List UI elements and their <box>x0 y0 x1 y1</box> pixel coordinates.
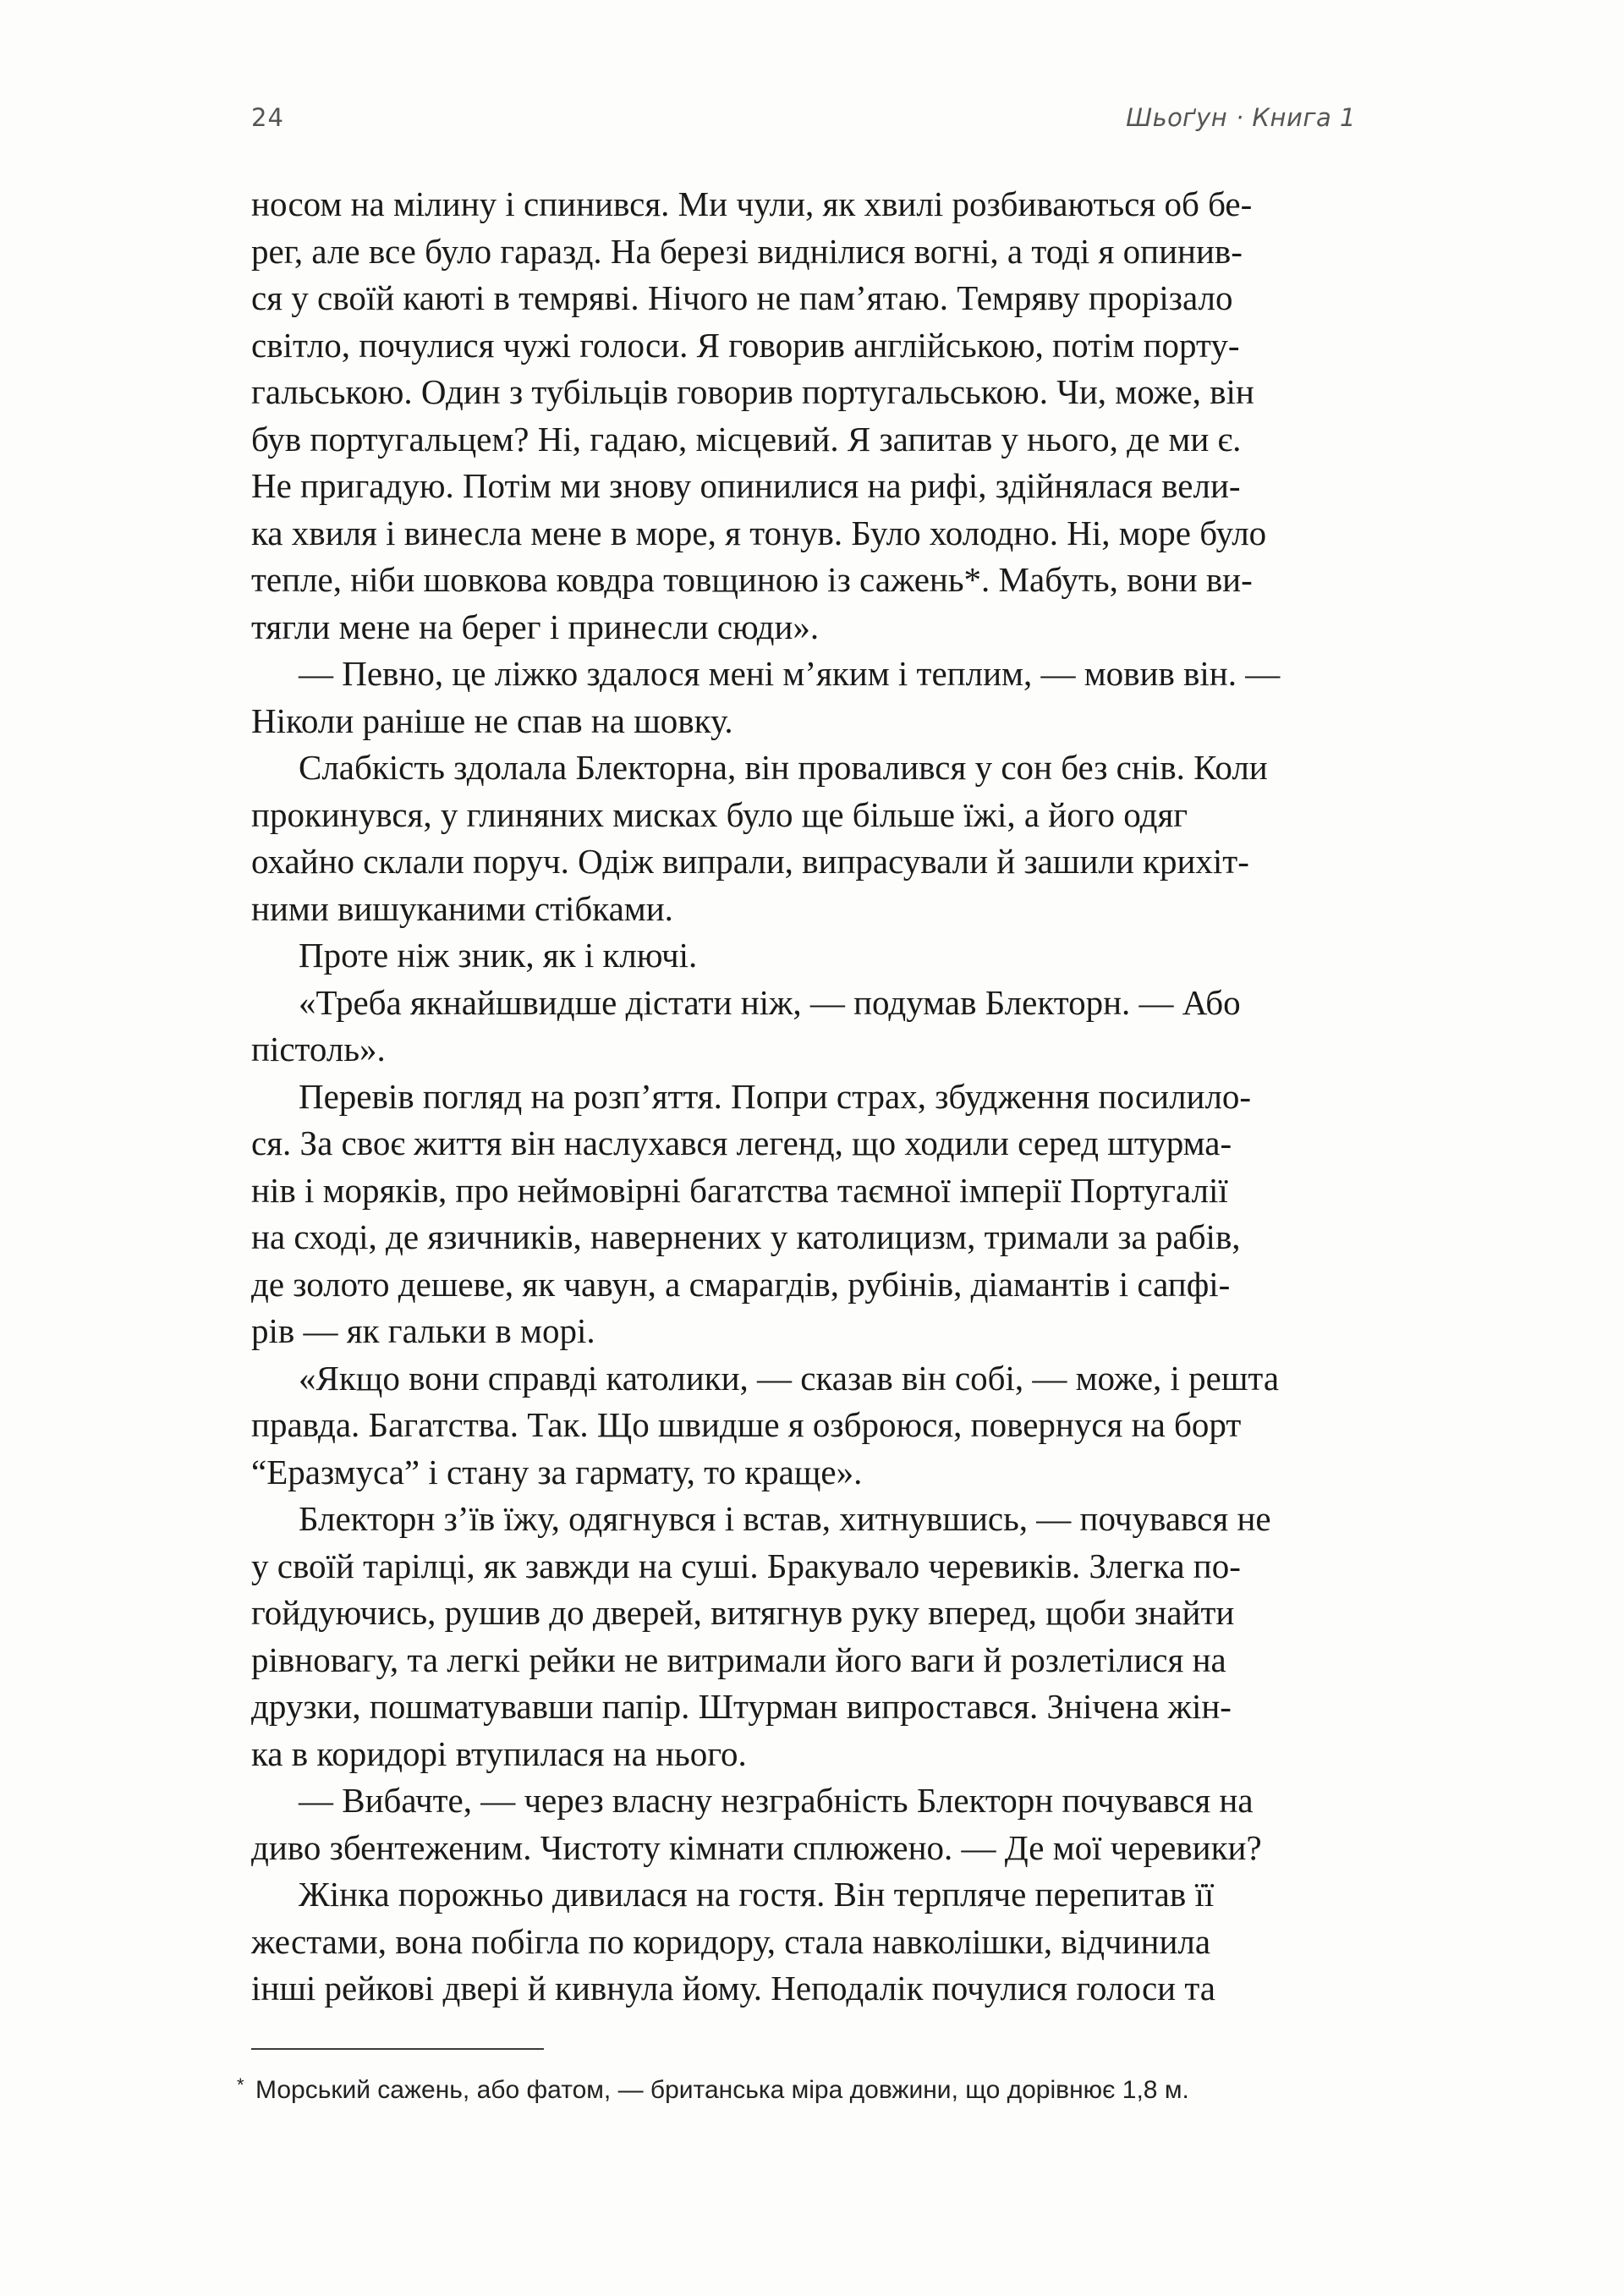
text-line: «Треба якнайшвидше дістати ніж, — подумав Блекторн. — Або <box>299 982 1241 1022</box>
text-line: гойдуючись, рушив до дверей, витягнув руку вперед, щоби знайти <box>251 1593 1235 1632</box>
text-line: Проте ніж зник, як і ключі. <box>299 936 698 975</box>
text-line: тепле, ніби шовкова ковдра товщиною із сажень*. Мабуть, вони ви- <box>251 560 1253 599</box>
text-line: тягли мене на берег і принесли сюди». <box>251 607 820 646</box>
text-line: світло, почулися чужі голоси. Я говорив англійською, потім порту- <box>251 325 1240 365</box>
text-line: пістоль». <box>251 1030 386 1068</box>
text-line: жестами, вона побігла по коридору, стала навколішки, відчинила <box>251 1921 1211 1961</box>
text-line: “Еразмуса” і стану за гармату, то краще». <box>251 1452 863 1491</box>
text-line: Жінка порожньо дивилася на гостя. Він терпляче перепитав її <box>299 1875 1215 1914</box>
text-line: Перевів погляд на розп’яття. Попри страх, збудження посилило- <box>299 1076 1252 1116</box>
text-line: був португальцем? Ні, гадаю, місцевий. Я запитав у нього, де ми є. <box>251 419 1242 459</box>
text-line: Блекторн з’їв їжу, одягнувся і встав, хитнувшись, — почувався не <box>299 1499 1271 1538</box>
text-line: — Вибачте, — через власну незграбність Блекторн почувався на <box>299 1781 1254 1820</box>
footnote-divider <box>251 2048 544 2050</box>
text-line: рівновагу, та легкі рейки не витримали його ваги й розлетілися на <box>251 1640 1226 1679</box>
text-line: «Якщо вони справді католики, — сказав він собі, — може, і решта <box>299 1358 1280 1398</box>
text-line: ся у своїй каюті в темряві. Нічого не пам’ятаю. Темряву прорізало <box>251 278 1233 317</box>
text-line: ка хвиля і винесла мене в море, я тонув. Було холодно. Ні, море було <box>251 513 1267 552</box>
running-title: Шьоґун · Книга 1 <box>1126 103 1356 132</box>
text-line: Ніколи раніше не спав на шовку. <box>251 700 733 740</box>
footnote <box>237 2074 1421 2105</box>
text-line: Слабкість здолала Блекторна, він провалився у сон без снів. Коли <box>299 748 1268 787</box>
text-line: рег, але все було гаразд. На березі виднілися вогні, а тоді я опинив- <box>251 231 1243 271</box>
footnote-mark: * <box>237 2074 244 2096</box>
text-line: інші рейкові двері й кивнула йому. Неподалік почулися голоси та <box>251 1969 1215 2008</box>
text-line: носом на мілину і спинився. Ми чули, як хвилі розбиваються об бе- <box>251 184 1253 223</box>
body-text <box>251 181 1358 2013</box>
text-line: ка в коридорі втупилася на нього. <box>251 1733 747 1773</box>
text-line: ними вишуканими стібками. <box>251 888 673 928</box>
running-head <box>251 103 1356 142</box>
text-line: де золото дешеве, як чавун, а смарагдів, рубінів, діамантів і сапфі- <box>251 1264 1231 1304</box>
text-line: нів і моряків, про неймовірні багатства таємної імперії Португалії <box>251 1170 1228 1210</box>
text-line: Не пригадую. Потім ми знову опинилися на рифі, здійнялася вели- <box>251 466 1241 505</box>
text-line: рів — як гальки в морі. <box>251 1311 595 1350</box>
text-line: — Певно, це ліжко здалося мені м’яким і теплим, — мовив він. — <box>299 654 1281 693</box>
text-line: прокинувся, у глиняних мисках було ще більше їжі, а його одяг <box>251 794 1188 834</box>
page-number: 24 <box>251 103 284 132</box>
text-line: гальською. Один з тубільців говорив португальською. Чи, може, він <box>251 372 1254 411</box>
text-line: на сході, де язичників, навернених у католицизм, тримали за рабів, <box>251 1217 1241 1256</box>
text-line: у своїй тарілці, як завжди на суші. Бракувало черевиків. Злегка по- <box>251 1546 1241 1585</box>
footnote-text: Морський сажень, або фатом, — британська міра довжини, що дорівнює 1,8 м. <box>255 2076 1189 2104</box>
text-line: правда. Багатства. Так. Що швидше я озброюся, повернуся на борт <box>251 1405 1242 1444</box>
text-line: друзки, пошматувавши папір. Штурман випростався. Знічена жін- <box>251 1687 1232 1726</box>
text-line: ся. За своє життя він наслухався легенд, що ходили серед штурма- <box>251 1123 1232 1162</box>
text-line: охайно склали поруч. Одіж випрали, випрасували й зашили крихіт- <box>251 842 1249 881</box>
text-line: диво збентеженим. Чистоту кімнати сплюжено. — Де мої черевики? <box>251 1827 1262 1867</box>
